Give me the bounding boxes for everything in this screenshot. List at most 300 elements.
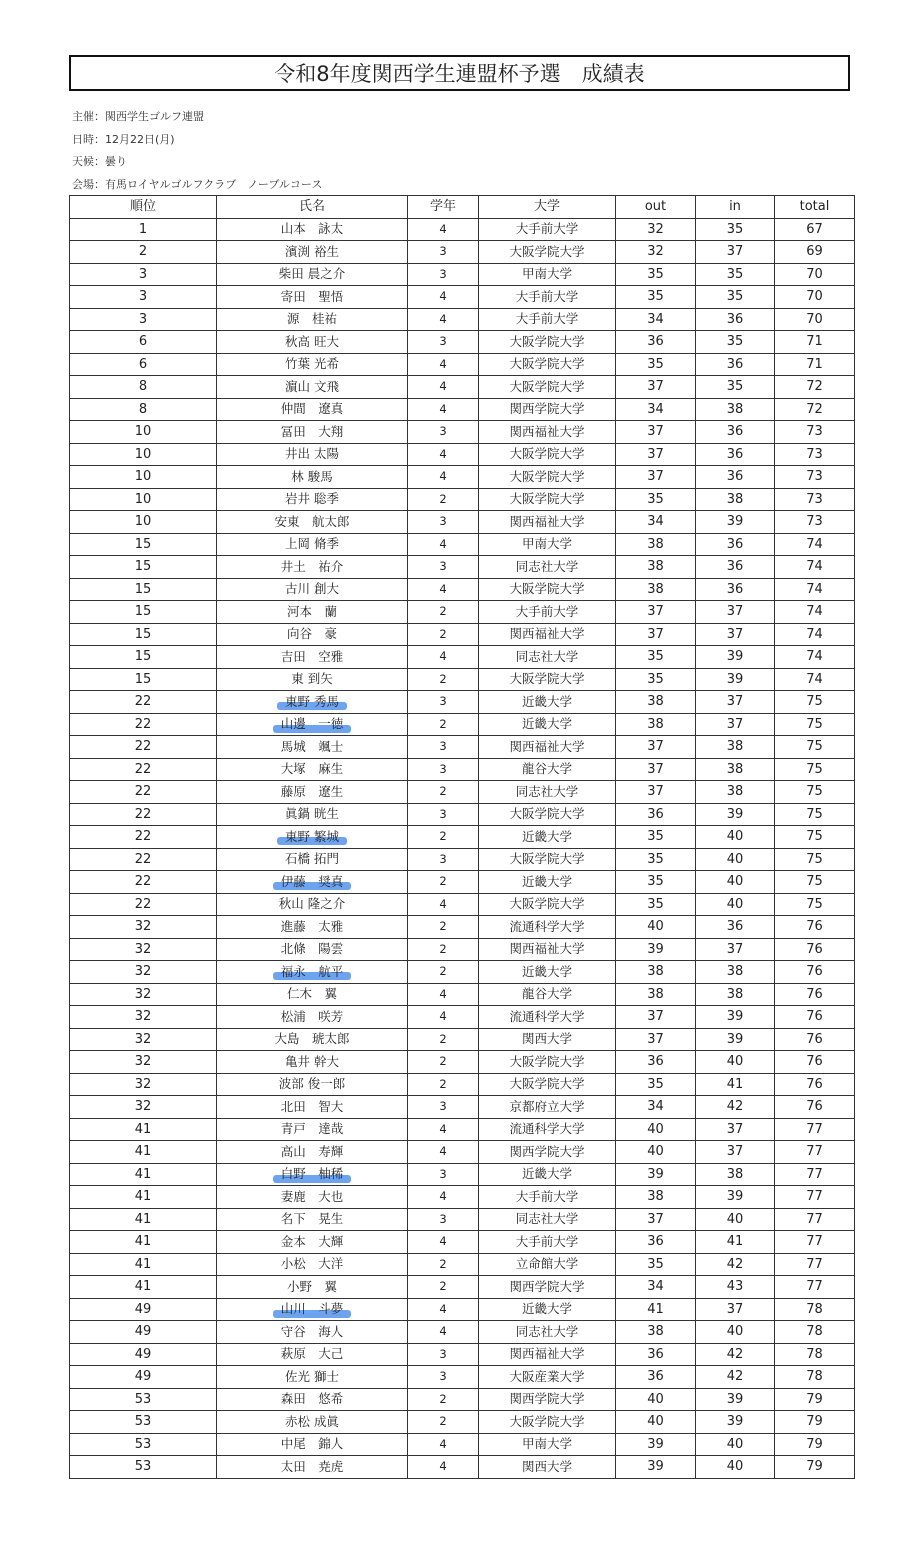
player-name-cell — [217, 1321, 408, 1344]
out-score-cell: 34 — [616, 511, 696, 534]
table-row — [70, 488, 855, 511]
table-row — [70, 263, 855, 286]
player-name — [281, 378, 343, 394]
player-name — [283, 1278, 341, 1294]
table-row — [70, 1366, 855, 1389]
grade-cell: 4 — [408, 218, 479, 241]
total-score-cell: 75 — [775, 713, 855, 736]
total-score-cell: 75 — [775, 826, 855, 849]
table-row — [70, 758, 855, 781]
out-score-cell: 40 — [616, 916, 696, 939]
player-name — [287, 468, 336, 484]
player-name-cell — [217, 556, 408, 579]
in-score-cell: 35 — [696, 376, 775, 399]
table-row — [70, 218, 855, 241]
player-name — [277, 1143, 348, 1159]
header-total: total — [775, 196, 855, 219]
in-score-cell: 36 — [696, 353, 775, 376]
table-row — [70, 938, 855, 961]
player-name-cell — [217, 488, 408, 511]
rank-cell: 22 — [70, 803, 217, 826]
in-score-cell: 39 — [696, 1411, 775, 1434]
total-score-cell: 76 — [775, 1096, 855, 1119]
total-score-cell: 72 — [775, 398, 855, 421]
player-name-cell — [217, 803, 408, 826]
out-score-cell: 35 — [616, 646, 696, 669]
player-name-cell — [217, 983, 408, 1006]
in-score-cell: 38 — [696, 961, 775, 984]
player-name — [281, 693, 343, 709]
player-name-cell — [217, 781, 408, 804]
out-score-cell: 32 — [616, 241, 696, 264]
out-score-cell: 37 — [616, 758, 696, 781]
player-name-cell — [217, 308, 408, 331]
page-title: 令和8年度関西学生連盟杯予選 成績表 — [69, 55, 850, 91]
university-cell: 関西大学 — [479, 1028, 616, 1051]
in-score-cell: 40 — [696, 1208, 775, 1231]
out-score-cell: 34 — [616, 1096, 696, 1119]
player-name-label: 古川 創大 — [285, 581, 339, 596]
out-score-cell: 38 — [616, 533, 696, 556]
player-name — [277, 1258, 348, 1271]
table-row — [70, 1231, 855, 1254]
table-row — [70, 803, 855, 826]
total-score-cell: 78 — [775, 1343, 855, 1366]
table-row — [70, 466, 855, 489]
header-in: in — [696, 196, 775, 219]
in-score-cell: 38 — [696, 1163, 775, 1186]
total-score-cell: 73 — [775, 511, 855, 534]
in-score-cell: 37 — [696, 1118, 775, 1141]
grade-cell: 2 — [408, 1051, 479, 1074]
results-table — [69, 195, 855, 1479]
university-cell: 大阪学院大学 — [479, 241, 616, 264]
player-name-label: 濱渕 裕生 — [285, 243, 339, 259]
player-name-label: 波部 俊一郎 — [278, 1076, 346, 1091]
in-score-cell: 39 — [696, 668, 775, 691]
player-name — [277, 1098, 348, 1114]
table-row — [70, 1186, 855, 1209]
university-cell: 流通科学大学 — [479, 1118, 616, 1141]
university-cell: 近畿大学 — [479, 826, 616, 849]
player-name-cell — [217, 1253, 408, 1276]
table-row — [70, 308, 855, 331]
player-name — [277, 423, 348, 439]
out-score-cell: 35 — [616, 353, 696, 376]
out-score-cell: 35 — [616, 871, 696, 894]
player-name-cell — [217, 466, 408, 489]
rank-cell: 10 — [70, 488, 217, 511]
table-row — [70, 1096, 855, 1119]
player-name-cell — [217, 376, 408, 399]
rank-cell: 22 — [70, 736, 217, 759]
university-cell: 関西福祉大学 — [479, 1343, 616, 1366]
table-row — [70, 1141, 855, 1164]
grade-cell: 3 — [408, 511, 479, 534]
player-name — [275, 898, 349, 911]
table-row — [70, 1411, 855, 1434]
grade-cell: 2 — [408, 623, 479, 646]
rank-cell: 15 — [70, 533, 217, 556]
total-score-cell: 74 — [775, 623, 855, 646]
player-name-cell — [217, 826, 408, 849]
player-name — [275, 1078, 349, 1091]
university-cell: 龍谷大学 — [479, 983, 616, 1006]
grade-cell: 2 — [408, 781, 479, 804]
player-name — [281, 808, 343, 821]
in-score-cell: 36 — [696, 578, 775, 601]
university-cell: 大阪産業大学 — [479, 1366, 616, 1389]
rank-cell: 41 — [70, 1118, 217, 1141]
total-score-cell: 73 — [775, 466, 855, 489]
grade-cell: 4 — [408, 1231, 479, 1254]
player-name-label: 河本 蘭 — [286, 603, 337, 619]
out-score-cell: 35 — [616, 826, 696, 849]
grade-cell: 3 — [408, 241, 479, 264]
table-row — [70, 983, 855, 1006]
player-name-cell — [217, 713, 408, 736]
table-header-row — [70, 196, 855, 219]
university-cell: 大阪学院大学 — [479, 668, 616, 691]
total-score-cell: 70 — [775, 308, 855, 331]
rank-cell: 22 — [70, 871, 217, 894]
total-score-cell: 74 — [775, 668, 855, 691]
out-score-cell: 35 — [616, 488, 696, 511]
player-name-label: 妻鹿 大也 — [280, 1188, 344, 1204]
rank-cell: 32 — [70, 1028, 217, 1051]
out-score-cell: 38 — [616, 713, 696, 736]
player-name-label: 東野 秀馬 — [285, 693, 339, 709]
table-row — [70, 1276, 855, 1299]
out-score-cell: 35 — [616, 668, 696, 691]
total-score-cell: 73 — [775, 488, 855, 511]
out-score-cell: 35 — [616, 848, 696, 871]
player-name-label: 金本 大輝 — [280, 1233, 344, 1249]
total-score-cell: 77 — [775, 1253, 855, 1276]
in-score-cell: 40 — [696, 1051, 775, 1074]
player-name-cell — [217, 1276, 408, 1299]
player-name-cell — [217, 601, 408, 624]
grade-cell: 3 — [408, 1208, 479, 1231]
out-score-cell: 34 — [616, 308, 696, 331]
total-score-cell: 73 — [775, 421, 855, 444]
table-row — [70, 421, 855, 444]
total-score-cell: 76 — [775, 916, 855, 939]
in-score-cell: 36 — [696, 556, 775, 579]
player-name-label: 寄田 聖悟 — [280, 288, 344, 304]
in-score-cell: 42 — [696, 1343, 775, 1366]
out-score-cell: 37 — [616, 623, 696, 646]
player-name — [277, 288, 348, 304]
out-score-cell: 37 — [616, 443, 696, 466]
table-row — [70, 1163, 855, 1186]
grade-cell: 3 — [408, 848, 479, 871]
header-university: 大学 — [479, 196, 616, 219]
in-score-cell: 35 — [696, 263, 775, 286]
grade-cell: 4 — [408, 286, 479, 309]
grade-cell: 4 — [408, 533, 479, 556]
player-name-cell — [217, 1186, 408, 1209]
table-row — [70, 578, 855, 601]
rank-cell: 32 — [70, 1096, 217, 1119]
grade-cell: 3 — [408, 1343, 479, 1366]
grade-cell: 2 — [408, 1073, 479, 1096]
university-cell: 関西学院大学 — [479, 1141, 616, 1164]
player-name — [277, 763, 348, 776]
out-score-cell: 36 — [616, 1366, 696, 1389]
player-name-cell — [217, 1096, 408, 1119]
grade-cell: 3 — [408, 1163, 479, 1186]
player-name — [277, 1438, 348, 1451]
rank-cell: 49 — [70, 1321, 217, 1344]
organizer-line: 主催：関西学生ゴルフ連盟 — [72, 110, 204, 123]
out-score-cell: 38 — [616, 1321, 696, 1344]
player-name-label: 松浦 咲芳 — [280, 1008, 344, 1024]
player-name — [277, 1233, 348, 1249]
in-score-cell: 42 — [696, 1253, 775, 1276]
player-name-cell — [217, 758, 408, 781]
total-score-cell: 75 — [775, 848, 855, 871]
total-score-cell: 76 — [775, 1006, 855, 1029]
university-cell: 関西福祉大学 — [479, 736, 616, 759]
in-score-cell: 35 — [696, 331, 775, 354]
grade-cell: 2 — [408, 961, 479, 984]
total-score-cell: 79 — [775, 1411, 855, 1434]
player-name-label: 名下 晃生 — [280, 1211, 344, 1226]
player-name — [277, 403, 348, 416]
player-name-label: 赤松 成眞 — [285, 1413, 339, 1429]
header-grade: 学年 — [408, 196, 479, 219]
grade-cell: 3 — [408, 556, 479, 579]
total-score-cell: 76 — [775, 1073, 855, 1096]
grade-cell: 2 — [408, 1276, 479, 1299]
player-name-cell — [217, 1163, 408, 1186]
in-score-cell: 37 — [696, 241, 775, 264]
university-cell: 関西大学 — [479, 1456, 616, 1479]
player-name-cell — [217, 1028, 408, 1051]
player-name-label: 山川 斗夢 — [280, 1301, 344, 1316]
grade-cell: 4 — [408, 1321, 479, 1344]
results-body — [70, 218, 855, 1478]
in-score-cell: 37 — [696, 713, 775, 736]
grade-cell: 2 — [408, 1253, 479, 1276]
rank-cell: 32 — [70, 1006, 217, 1029]
rank-cell: 41 — [70, 1141, 217, 1164]
total-score-cell: 75 — [775, 736, 855, 759]
table-row — [70, 1073, 855, 1096]
rank-cell: 1 — [70, 218, 217, 241]
out-score-cell: 36 — [616, 1051, 696, 1074]
weather-line: 天候：曇り — [72, 155, 127, 168]
table-row — [70, 736, 855, 759]
university-cell: 関西学院大学 — [479, 1276, 616, 1299]
out-score-cell: 36 — [616, 803, 696, 826]
table-row — [70, 1028, 855, 1051]
rank-cell: 3 — [70, 286, 217, 309]
player-name-label: 大島 琥太郎 — [274, 1031, 350, 1046]
out-score-cell: 38 — [616, 983, 696, 1006]
table-row — [70, 1388, 855, 1411]
out-score-cell: 35 — [616, 286, 696, 309]
university-cell: 同志社大学 — [479, 1321, 616, 1344]
player-name-label: 秋高 旺大 — [285, 333, 339, 349]
player-name-label: 太田 尭虎 — [280, 1458, 344, 1474]
player-name-cell — [217, 218, 408, 241]
player-name-label: 高山 寿輝 — [280, 1143, 344, 1159]
table-row — [70, 286, 855, 309]
player-name-label: 福永 航平 — [280, 963, 344, 979]
table-row — [70, 1298, 855, 1321]
rank-cell: 49 — [70, 1298, 217, 1321]
out-score-cell: 32 — [616, 218, 696, 241]
player-name — [270, 513, 353, 529]
grade-cell: 4 — [408, 398, 479, 421]
total-score-cell: 77 — [775, 1231, 855, 1254]
university-cell: 同志社大学 — [479, 781, 616, 804]
player-name-label: 進藤 太雅 — [280, 918, 344, 934]
grade-cell: 2 — [408, 871, 479, 894]
player-name-label: 北田 智大 — [280, 1098, 344, 1114]
out-score-cell: 37 — [616, 466, 696, 489]
rank-cell: 32 — [70, 983, 217, 1006]
player-name-cell — [217, 1433, 408, 1456]
grade-cell: 4 — [408, 578, 479, 601]
university-cell: 関西福祉大学 — [479, 623, 616, 646]
grade-cell: 2 — [408, 1411, 479, 1434]
date-line: 日時：12月22日(月) — [72, 133, 175, 146]
grade-cell: 4 — [408, 1006, 479, 1029]
table-row — [70, 781, 855, 804]
table-row — [70, 398, 855, 421]
player-name-label: 萩原 大己 — [280, 1346, 344, 1361]
university-cell: 大手前大学 — [479, 308, 616, 331]
rank-cell: 3 — [70, 308, 217, 331]
rank-cell: 41 — [70, 1163, 217, 1186]
player-name-label: 向谷 豪 — [286, 626, 337, 641]
player-name — [277, 783, 348, 799]
total-score-cell: 75 — [775, 758, 855, 781]
player-name-cell — [217, 623, 408, 646]
in-score-cell: 40 — [696, 1433, 775, 1456]
table-row — [70, 331, 855, 354]
out-score-cell: 37 — [616, 1006, 696, 1029]
player-name-label: 東野 繁城 — [285, 828, 339, 844]
player-name — [281, 333, 343, 349]
rank-cell: 2 — [70, 241, 217, 264]
player-name-cell — [217, 398, 408, 421]
university-cell: 大手前大学 — [479, 286, 616, 309]
out-score-cell: 36 — [616, 1343, 696, 1366]
rank-cell: 32 — [70, 1051, 217, 1074]
player-name-cell — [217, 1141, 408, 1164]
university-cell: 関西学院大学 — [479, 398, 616, 421]
player-name — [281, 828, 343, 844]
in-score-cell: 39 — [696, 1028, 775, 1051]
rank-cell: 15 — [70, 646, 217, 669]
player-name — [277, 873, 348, 889]
university-cell: 関西学院大学 — [479, 1388, 616, 1411]
header-out: out — [616, 196, 696, 219]
in-score-cell: 36 — [696, 308, 775, 331]
in-score-cell: 38 — [696, 781, 775, 804]
player-name-cell — [217, 848, 408, 871]
player-name-cell — [217, 916, 408, 939]
university-cell: 同志社大学 — [479, 1208, 616, 1231]
player-name-cell — [217, 286, 408, 309]
total-score-cell: 72 — [775, 376, 855, 399]
university-cell: 大阪学院大学 — [479, 443, 616, 466]
total-score-cell: 71 — [775, 331, 855, 354]
in-score-cell: 37 — [696, 623, 775, 646]
university-cell: 大阪学院大学 — [479, 578, 616, 601]
player-name-label: 青戸 達哉 — [280, 1121, 344, 1136]
player-name — [281, 583, 343, 596]
player-name-cell — [217, 263, 408, 286]
player-name-label: 森田 悠希 — [280, 1391, 344, 1406]
out-score-cell: 37 — [616, 781, 696, 804]
total-score-cell: 76 — [775, 938, 855, 961]
university-cell: 近畿大学 — [479, 1163, 616, 1186]
player-name — [281, 448, 343, 461]
table-row — [70, 1456, 855, 1479]
player-name — [281, 538, 343, 551]
grade-cell: 3 — [408, 803, 479, 826]
total-score-cell: 75 — [775, 893, 855, 916]
player-name-label: 竹葉 光希 — [285, 356, 339, 371]
total-score-cell: 77 — [775, 1163, 855, 1186]
university-cell: 大阪学院大学 — [479, 488, 616, 511]
rank-cell: 15 — [70, 578, 217, 601]
total-score-cell: 74 — [775, 556, 855, 579]
university-cell: 近畿大学 — [479, 713, 616, 736]
grade-cell: 3 — [408, 1366, 479, 1389]
player-name — [277, 918, 348, 934]
total-score-cell: 74 — [775, 578, 855, 601]
player-name-cell — [217, 1298, 408, 1321]
table-row — [70, 1118, 855, 1141]
player-name — [283, 603, 341, 619]
in-score-cell: 39 — [696, 511, 775, 534]
player-name-cell — [217, 353, 408, 376]
total-score-cell: 76 — [775, 961, 855, 984]
out-score-cell: 37 — [616, 736, 696, 759]
player-name — [281, 1053, 343, 1069]
grade-cell: 2 — [408, 488, 479, 511]
player-name — [281, 493, 343, 506]
in-score-cell: 43 — [696, 1276, 775, 1299]
out-score-cell: 39 — [616, 1163, 696, 1186]
out-score-cell: 36 — [616, 1231, 696, 1254]
out-score-cell: 40 — [616, 1388, 696, 1411]
in-score-cell: 37 — [696, 601, 775, 624]
header-name: 氏名 — [217, 196, 408, 219]
table-row — [70, 668, 855, 691]
rank-cell: 15 — [70, 556, 217, 579]
player-name-label: 山本 詠太 — [280, 221, 344, 236]
rank-cell: 22 — [70, 758, 217, 781]
player-name-label: 山邊 一徳 — [280, 716, 344, 731]
out-score-cell: 34 — [616, 1276, 696, 1299]
rank-cell: 10 — [70, 466, 217, 489]
player-name — [283, 988, 341, 1001]
grade-cell: 4 — [408, 893, 479, 916]
university-cell: 近畿大学 — [479, 691, 616, 714]
player-name — [277, 718, 348, 731]
player-name-label: 濵山 文飛 — [285, 378, 339, 394]
grade-cell: 2 — [408, 713, 479, 736]
player-name — [270, 1033, 353, 1046]
rank-cell: 49 — [70, 1343, 217, 1366]
